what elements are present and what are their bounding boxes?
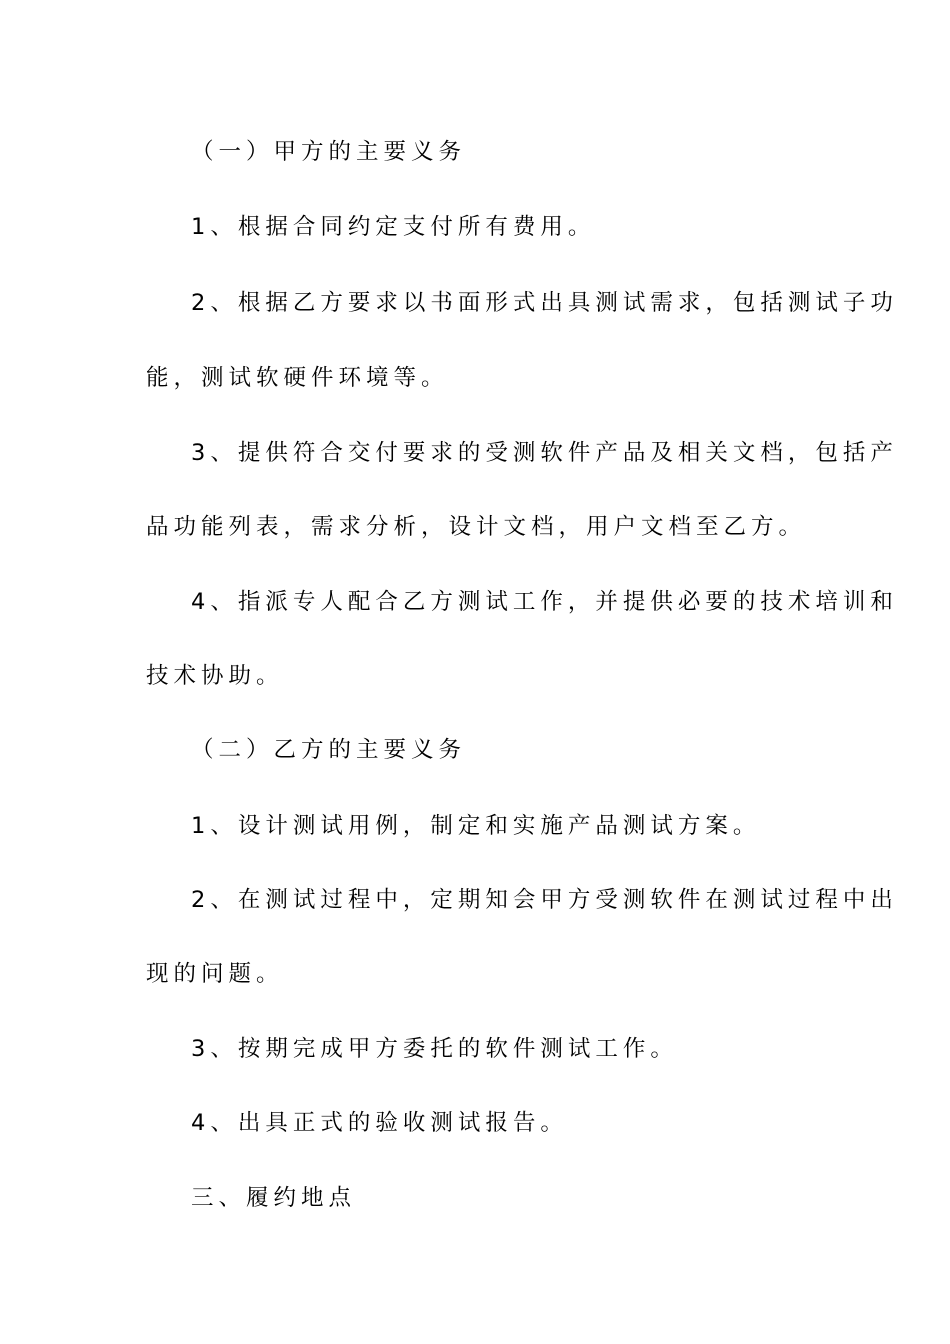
paragraph-a-item-3-line-1: 3、提供符合交付要求的受测软件产品及相关文档，包括产 bbox=[191, 440, 898, 466]
paragraph-a-item-4-line-2: 技术协助。 bbox=[146, 663, 284, 689]
paragraph-b-item-1: 1、设计测试用例，制定和实施产品测试方案。 bbox=[191, 813, 761, 839]
section-heading-three: 三、履约地点 bbox=[191, 1185, 357, 1211]
paragraph-b-item-4: 4、出具正式的验收测试报告。 bbox=[191, 1110, 568, 1136]
section-heading-party-b: （二）乙方的主要义务 bbox=[191, 737, 467, 763]
paragraph-b-item-3: 3、按期完成甲方委托的软件测试工作。 bbox=[191, 1036, 678, 1062]
paragraph-a-item-3-line-2: 品功能列表，需求分析，设计文档，用户文档至乙方。 bbox=[146, 514, 807, 540]
paragraph-a-item-4-line-1: 4、指派专人配合乙方测试工作，并提供必要的技术培训和 bbox=[191, 589, 898, 615]
paragraph-a-item-1: 1、根据合同约定支付所有费用。 bbox=[191, 214, 596, 240]
paragraph-a-item-2-line-1: 2、根据乙方要求以书面形式出具测试需求，包括测试子功 bbox=[191, 290, 898, 316]
paragraph-b-item-2-line-1: 2、在测试过程中，定期知会甲方受测软件在测试过程中出 bbox=[191, 887, 898, 913]
paragraph-a-item-2-line-2: 能，测试软硬件环境等。 bbox=[146, 365, 449, 391]
section-heading-party-a: （一）甲方的主要义务 bbox=[191, 139, 467, 165]
paragraph-b-item-2-line-2: 现的问题。 bbox=[146, 961, 284, 987]
